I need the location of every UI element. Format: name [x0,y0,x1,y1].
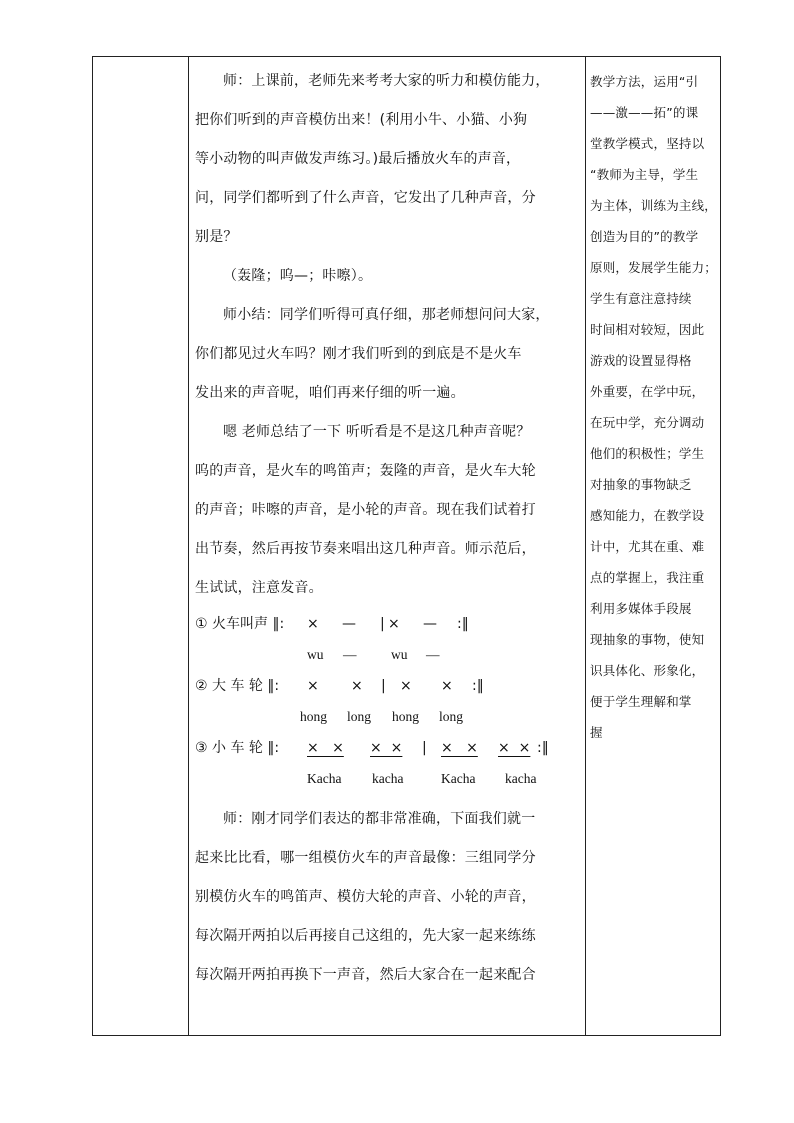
table-divider-2 [585,56,586,1035]
paragraph-line: 等小动物的叫声做发声练习。)最后播放火车的声音， [195,151,521,167]
rhythm-note: × [441,678,453,694]
paragraph-line: 嗯 老师总结了一下 听听看是不是这几种声音呢？ [223,424,531,440]
paragraph-line: 师小结：同学们听得可真仔细，那老师想问问大家， [223,307,550,323]
paragraph-line: 发出来的声音呢，咱们再来仔细的听一遍。 [195,385,465,401]
paragraph-line: 每次隔开两拍以后再接自己这组的，先大家一起来练练 [195,928,536,944]
paragraph-line: 你们都见过火车吗？刚才我们听到的到底是不是火车 [195,346,522,362]
table-border-right [720,56,721,1035]
paragraph-line: 问，同学们都听到了什么声音，它发出了几种声音，分 [195,190,536,206]
rhythm-dash: — [423,616,437,632]
rationale-line: 识具体化、形象化， [590,663,705,678]
rhythm-label: ① 火车叫声 ‖: [195,616,285,632]
syllable: hong [300,709,327,724]
rhythm-note: × [400,678,412,694]
syllable: wu [307,647,324,662]
rhythm-bar: | [422,740,427,756]
rationale-line: 原则，发展学生能力； [590,260,718,275]
rhythm-bar: | [380,616,385,632]
rhythm-repeat-end: :‖ [457,616,469,632]
paragraph-line: 生试试，注意发音。 [195,580,323,596]
rationale-line: 便于学生理解和掌 [590,694,692,709]
rhythm-note-group: × × [370,740,403,756]
rationale-line: 堂教学模式，坚持以 [590,136,705,151]
rhythm-repeat-end: :‖ [472,678,484,694]
rationale-line: 点的掌握上，我注重 [590,570,705,585]
rationale-line: 他们的积极性；学生 [590,446,705,461]
paragraph-line: 呜的声音，是火车的鸣笛声；轰隆的声音，是火车大轮 [195,463,536,479]
syllable: kacha [505,771,537,786]
paragraph-line: 起来比比看，哪一组模仿火车的声音最像：三组同学分 [195,850,536,866]
rhythm-note: × [351,678,363,694]
paragraph-line: 师：上课前，老师先来考考大家的听力和模仿能力， [223,73,550,89]
syllable-dash: — [343,647,357,662]
rationale-line: 对抽象的事物缺乏 [590,477,692,492]
rationale-line: 时间相对较短，因此 [590,322,705,337]
rationale-line: 感知能力，在教学设 [590,508,705,523]
rationale-line: 学生有意注意持续 [590,291,692,306]
rationale-line: 握 [590,725,603,740]
rhythm-note: × [307,616,319,632]
paragraph-line: 别模仿火车的鸣笛声、模仿大轮的声音、小轮的声音， [195,889,536,905]
syllable: Kacha [441,771,476,786]
lesson-content [195,62,580,995]
syllable: wu [391,647,408,662]
syllable-dash: — [426,647,440,662]
rhythm-dash: — [342,616,356,632]
rhythm-note-group: × × [307,740,344,756]
rhythm-train-whistle [195,612,580,643]
paragraph-line: 把你们听到的声音模仿出来！(利用小牛、小猫、小狗 [195,112,528,128]
rationale-line: 在玩中学，充分调动 [590,415,705,430]
design-rationale [590,66,720,748]
rhythm-note-group: × × [498,740,531,756]
rhythm-note: × [388,616,400,632]
paragraph-line: 每次隔开两拍再换下一声音，然后大家合在一起来配合 [195,967,536,983]
rationale-line: ——激——拓”的课 [590,105,699,120]
rationale-line: 现抽象的事物，使知 [590,632,705,647]
syllable: long [439,709,464,724]
rationale-line: “教师为主导，学生 [590,167,699,182]
pronunciation-train-whistle [195,643,580,674]
rhythm-bar: | [381,678,386,694]
paragraph-line: 的声音；咔嚓的声音，是小轮的声音。现在我们试着打 [195,502,536,518]
syllable: long [347,709,372,724]
rationale-line: 创造为目的”的教学 [590,229,699,244]
rhythm-big-wheel [195,674,580,705]
rationale-line: 教学方法，运用“引 [590,74,699,89]
paragraph-line: （轰隆；呜—；咔嚓）。 [223,268,373,284]
empty-left-cell [93,57,188,1035]
rhythm-repeat-end: :‖ [537,740,549,756]
syllable: hong [392,709,419,724]
rhythm-label: ② 大 车 轮 ‖: [195,678,280,694]
paragraph-line: 师：刚才同学们表达的都非常准确，下面我们就一 [223,811,536,827]
rhythm-label: ③ 小 车 轮 ‖: [195,740,280,756]
rationale-line: 利用多媒体手段展 [590,601,692,616]
rationale-line: 为主体，训练为主线， [590,198,718,213]
table-border-bottom [92,1035,721,1036]
rationale-line: 外重要，在学中玩， [590,384,705,399]
rationale-line: 游戏的设置显得格 [590,353,692,368]
rationale-line: 计中，尤其在重、难 [590,539,705,554]
rhythm-small-wheel [195,736,580,767]
paragraph-line: 出节奏，然后再按节奏来唱出这几种声音。师示范后， [195,541,536,557]
rhythm-note-group: × × [441,740,478,756]
table-divider-1 [188,56,189,1035]
rhythm-note: × [307,678,319,694]
pronunciation-small-wheel [195,767,580,798]
paragraph-line: 别是？ [195,229,238,245]
syllable: Kacha [307,771,342,786]
syllable: kacha [372,771,404,786]
pronunciation-big-wheel [195,705,580,736]
